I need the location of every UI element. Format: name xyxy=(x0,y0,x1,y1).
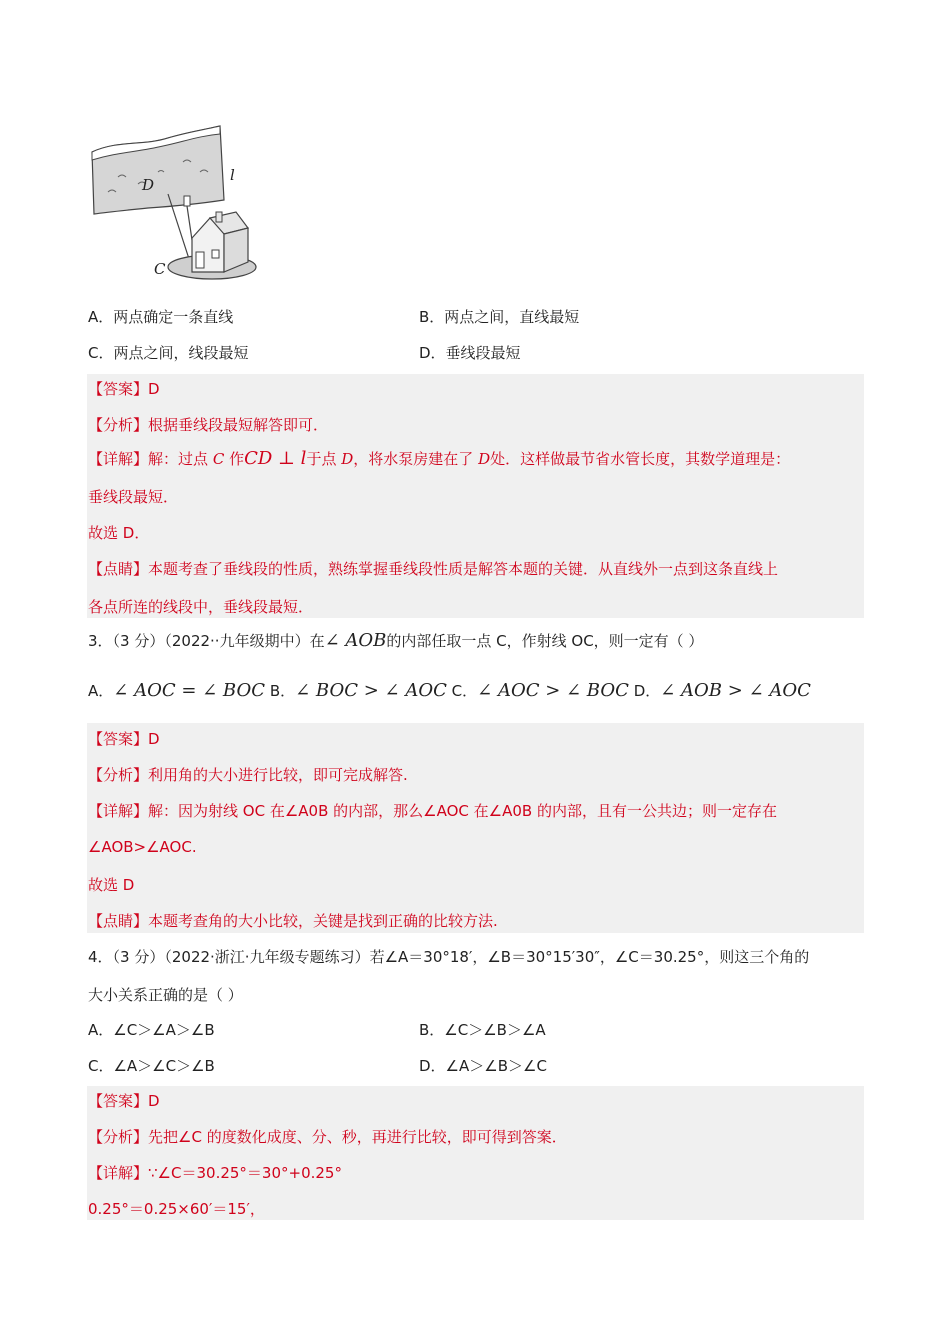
q2-detail: 【详解】解：过点 C 作CD ⊥ l于点 D，将水泵房建在了 D处．这样做最节省水管长度，其数学道理是： xyxy=(88,448,791,469)
q4-option-c: C．∠A＞∠C＞∠B xyxy=(88,1057,215,1075)
q2-answer: 【答案】D xyxy=(88,380,160,398)
label-d: D xyxy=(142,176,155,194)
q2-choose: 故选 D． xyxy=(88,524,150,542)
q4-option-a: A．∠C＞∠A＞∠B xyxy=(88,1021,215,1039)
q2-comment: 【点睛】本题考查了垂线段的性质，熟练掌握垂线段性质是解答本题的关键．从直线外一点到这条直线上 xyxy=(88,560,779,578)
q3-solution-box xyxy=(87,723,864,933)
q3-option-d-label: D． xyxy=(633,682,661,700)
q3-stem: 3．（3 分）（2022··九年级期中）在∠ AOB的内部任取一点 C，作射线 OC，则一定有（ ） xyxy=(88,630,704,651)
q3-choose: 故选 D xyxy=(88,876,135,894)
label-c: C xyxy=(154,260,166,278)
label-l: l xyxy=(230,166,235,184)
q2-option-b: B．两点之间，直线最短 xyxy=(419,308,580,326)
q3-option-b: ∠ BOC > ∠ AOC xyxy=(295,680,447,701)
q3-option-c-label: C． xyxy=(451,682,478,700)
q4-answer: 【答案】D xyxy=(88,1092,160,1110)
q4-stem-line2: 大小关系正确的是（ ） xyxy=(88,986,243,1004)
q3-option-a-label: A． xyxy=(88,682,114,700)
q4-detail: 【详解】∵∠C＝30.25°＝30°+0.25° xyxy=(88,1164,342,1182)
q3-options xyxy=(88,680,811,701)
q2-comment-line2: 各点所连的线段中，垂线段最短． xyxy=(88,598,314,616)
q2-detail-line2: 垂线段最短． xyxy=(88,488,179,506)
q3-option-b-label: B． xyxy=(269,682,296,700)
river-house-figure xyxy=(88,122,268,287)
q2-option-d: D．垂线段最短 xyxy=(419,344,521,362)
q3-option-a: ∠ AOC = ∠ BOC xyxy=(113,680,266,701)
q4-detail-line2: 0.25°＝0.25×60′＝15′， xyxy=(88,1200,265,1218)
q3-detail: 【详解】解：因为射线 OC 在∠A0B 的内部，那么∠AOC 在∠A0B 的内部，且有一公共边；则一定存在 xyxy=(88,802,777,820)
q2-option-c: C．两点之间，线段最短 xyxy=(88,344,249,362)
q4-option-d: D．∠A＞∠B＞∠C xyxy=(419,1057,547,1075)
q4-stem: 4．（3 分）（2022·浙江·九年级专题练习）若∠A＝30°18′，∠B＝30°15′30″，∠C＝30.25°，则这三个角的 xyxy=(88,948,810,966)
q3-comment: 【点睛】本题考查角的大小比较，关键是找到正确的比较方法. xyxy=(88,912,498,930)
q4-option-b: B．∠C＞∠B＞∠A xyxy=(419,1021,546,1039)
q2-solution-box xyxy=(87,374,864,618)
q2-analysis: 【分析】根据垂线段最短解答即可． xyxy=(88,416,329,434)
q3-answer: 【答案】D xyxy=(88,730,160,748)
q3-detail-line2: ∠AOB>∠AOC. xyxy=(88,838,197,856)
q4-analysis: 【分析】先把∠C 的度数化成度、分、秒，再进行比较，即可得到答案． xyxy=(88,1128,567,1146)
q2-option-a: A．两点确定一条直线 xyxy=(88,308,234,326)
q3-option-c: ∠ AOC > ∠ BOC xyxy=(477,680,629,701)
q3-option-d: ∠ AOB > ∠ AOC xyxy=(660,680,811,701)
q3-analysis: 【分析】利用角的大小进行比较，即可完成解答. xyxy=(88,766,408,784)
